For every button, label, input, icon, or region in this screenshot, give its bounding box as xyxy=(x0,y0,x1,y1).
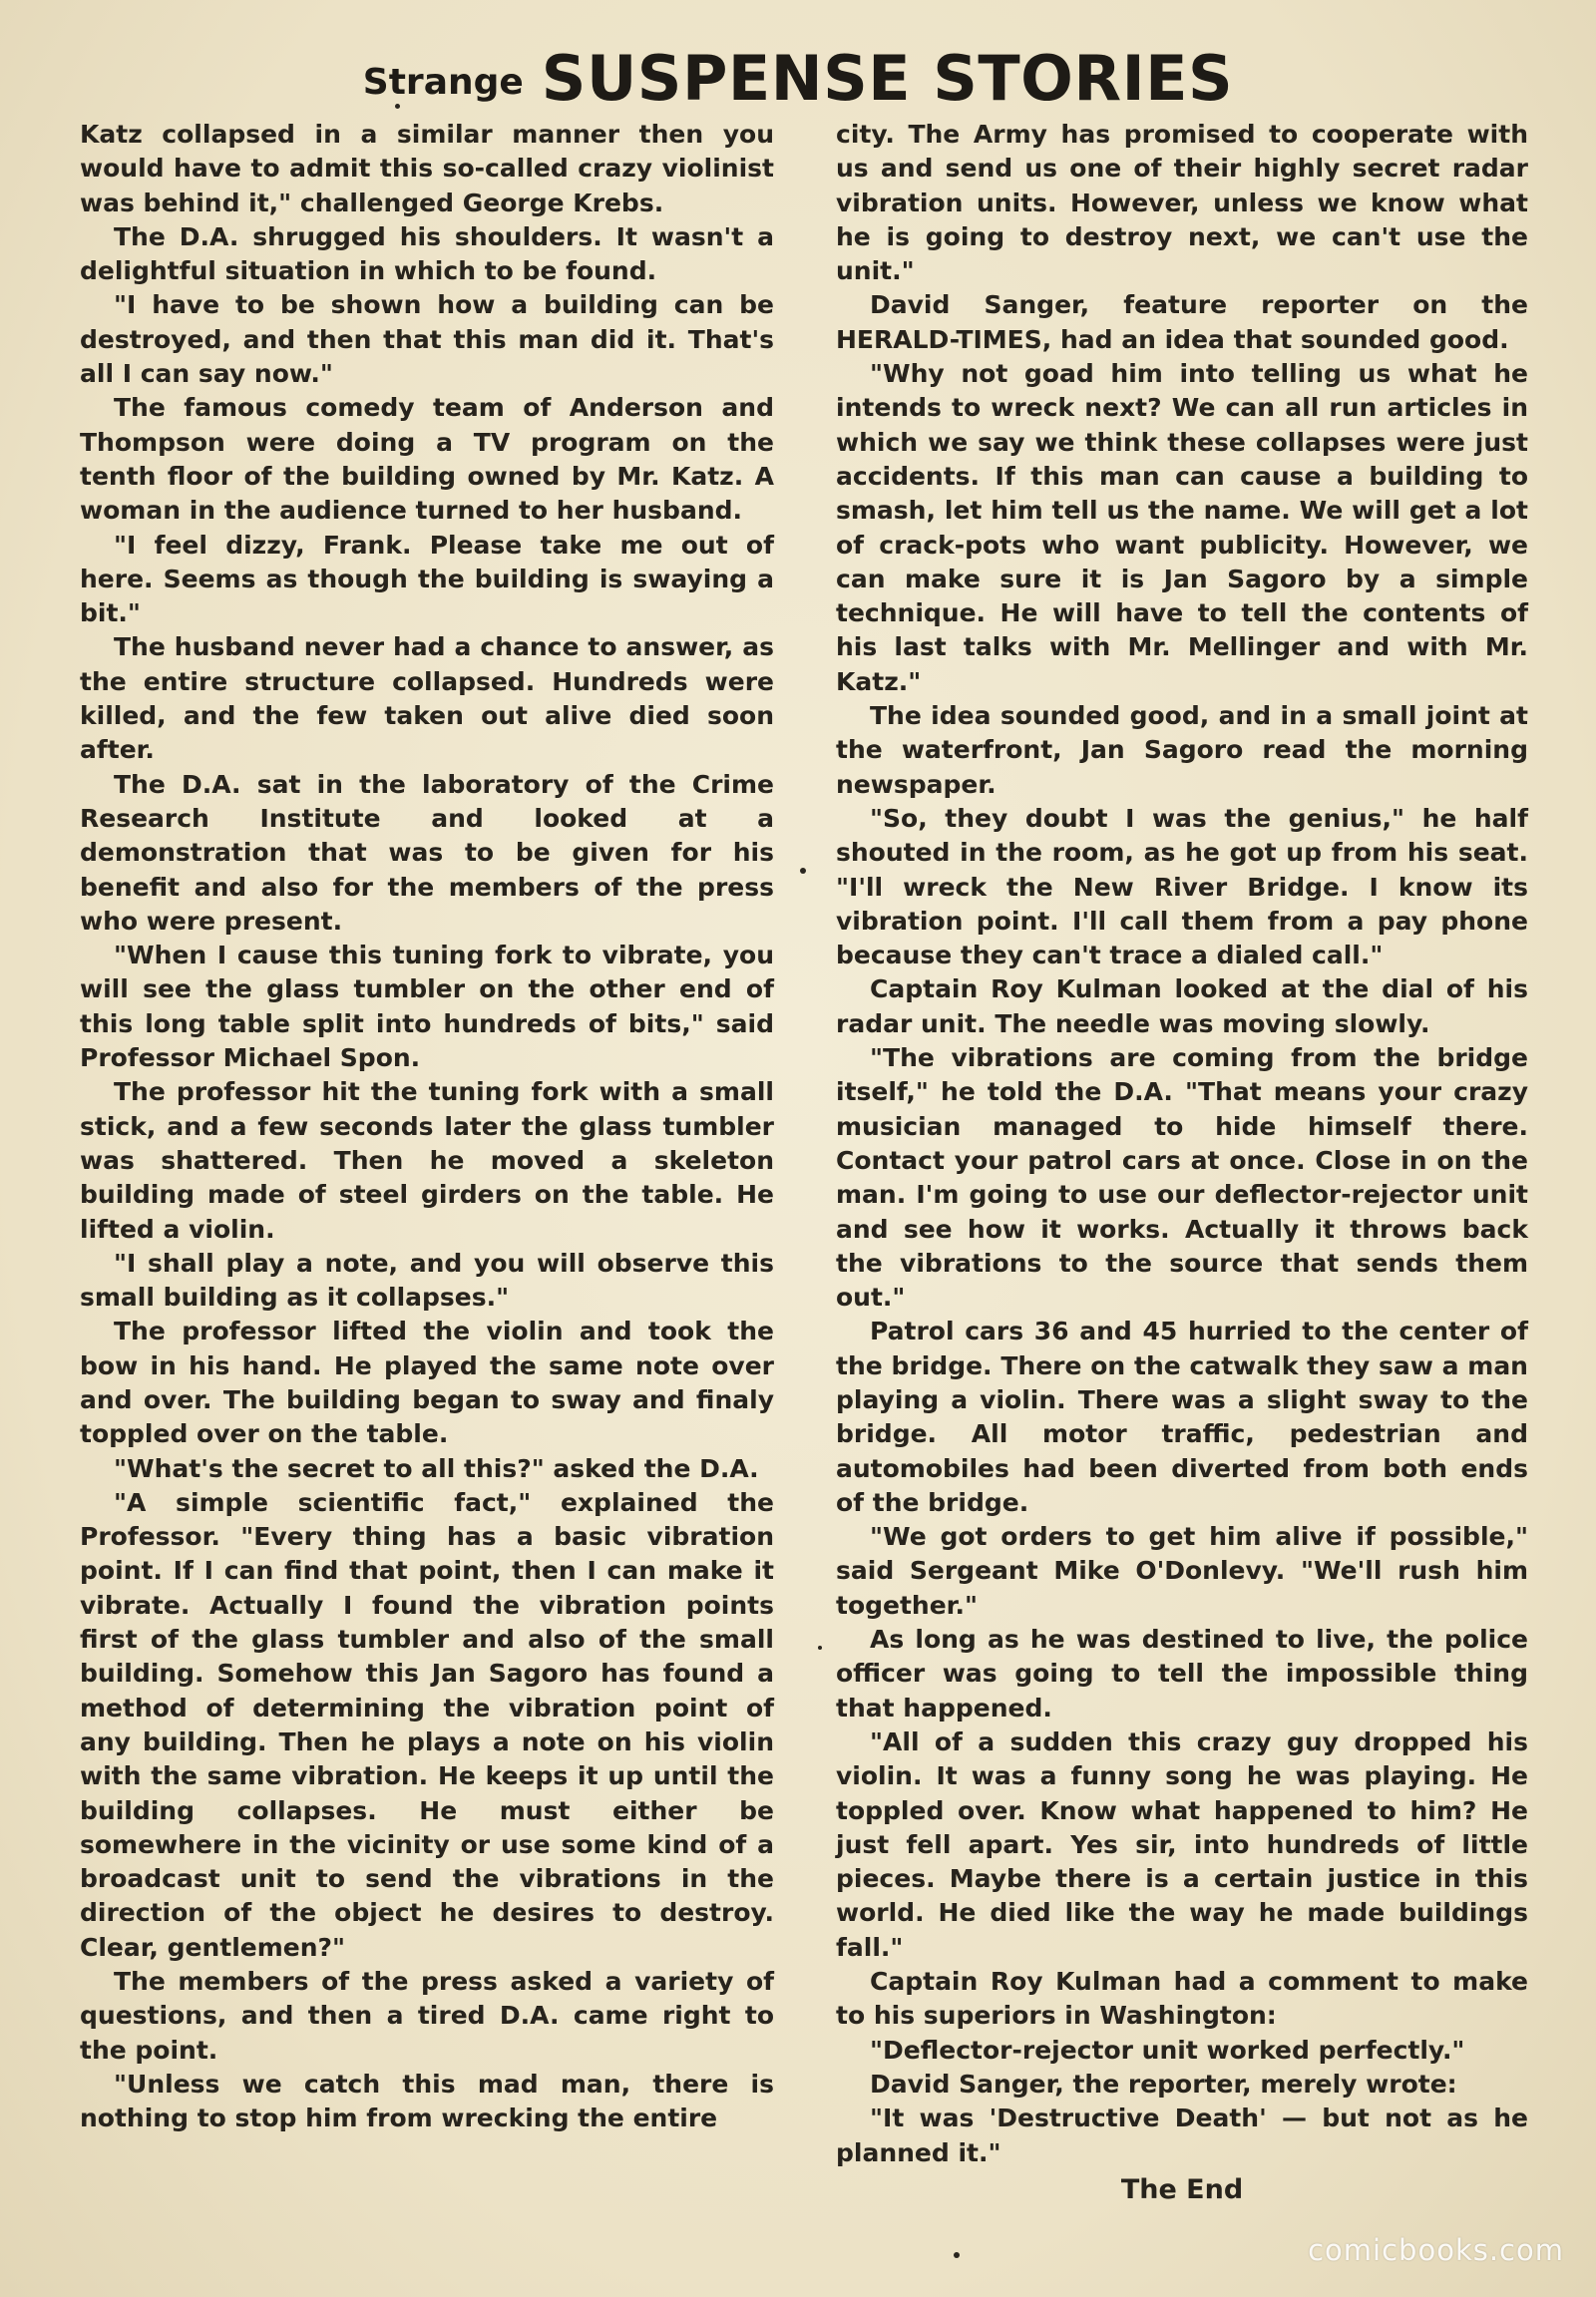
right-column xyxy=(836,118,1528,2170)
the-end-label: The End xyxy=(1120,2174,1244,2205)
ink-speck xyxy=(818,1646,822,1650)
ink-speck xyxy=(800,868,806,874)
right-column-paragraph: "We got orders to get him alive if possible," said Sergeant Mike O'Donlevy. "We'll rush him together." xyxy=(836,1522,1528,1620)
ink-speck xyxy=(395,104,400,109)
masthead xyxy=(0,42,1596,115)
right-column-paragraph: Patrol cars 36 and 45 hurried to the center of the bridge. There on the catwalk they saw a man playing a violin. There was a slight sway to the bridge. All motor traffic, pedestrian and automobiles had been diverted from both ends of the bridge. xyxy=(836,1317,1528,1517)
left-column-paragraph: "I feel dizzy, Frank. Please take me out of here. Seems as though the building is swaying a bit." xyxy=(80,530,774,628)
left-column-paragraph: Katz collapsed in a similar manner then you would have to admit this so-called crazy violinist was behind it," challenged George Krebs. xyxy=(80,120,774,217)
right-column-paragraph: "Why not goad him into telling us what he intends to wreck next? We can all run articles in which we say we think these collapses were just accidents. If this man can cause a building to smash, let him tell us the name. We will get a lot of crack-pots who want publicity. However, we can make sure it is Jan Sagoro by a simple technique. He will have to tell the contents of his last talks with Mr. Mellinger and with Mr. Katz." xyxy=(836,359,1528,696)
right-column-paragraph: Captain Roy Kulman looked at the dial of his radar unit. The needle was moving slowly. xyxy=(836,974,1528,1038)
left-column-paragraph: "I have to be shown how a building can be destroyed, and then that this man did it. That's all I can say now." xyxy=(80,290,774,389)
left-column-paragraph: The members of the press asked a variety of questions, and then a tired D.A. came right to the point. xyxy=(80,1967,774,2065)
right-column-paragraph: "The vibrations are coming from the bridge itself," he told the D.A. "That means your crazy musician managed to hide himself there. Contact your patrol cars at once. Close in on the man. I'm going to use our deflector-rejector unit and see how it works. Actually it throws back the vibrations to the source that sends them out." xyxy=(836,1043,1528,1313)
right-column-paragraph: "So, they doubt I was the genius," he half shouted in the room, as he got up from his seat. "I'll wreck the New River Bridge. I know its vibration point. I'll call them from a pay phone because they can't trace a dialed call." xyxy=(836,803,1528,970)
right-column-paragraph: "All of a sudden this crazy guy dropped his violin. It was a funny song he was playing. He toppled over. Know what happened to him? He just fell apart. Yes sir, into hundreds of little pieces. Maybe there is a certain justice in this world. He died like the way he made buildings fall." xyxy=(836,1726,1528,1962)
right-column-paragraph: Captain Roy Kulman had a comment to make to his superiors in Washington: xyxy=(836,1967,1528,2031)
right-column-paragraph: "It was 'Destructive Death' — but not as he planned it." xyxy=(836,2104,1528,2167)
left-column-paragraph: The famous comedy team of Anderson and Thompson were doing a TV program on the tenth floor of the building owned by Mr. Katz. A woman in the audience turned to her husband. xyxy=(80,393,774,526)
left-column-paragraph: The husband never had a chance to answer, as the entire structure collapsed. Hundreds were killed, and the few taken out alive died soon after. xyxy=(80,632,774,765)
masthead-strange: Strange xyxy=(362,62,524,103)
left-column-paragraph: The D.A. shrugged his shoulders. It wasn't a delightful situation in which to be found. xyxy=(80,221,774,286)
right-column-paragraph: city. The Army has promised to cooperate with us and send us one of their highly secret radar vibration units. However, unless we know what he is going to destroy next, we can't use the unit." xyxy=(836,120,1528,286)
left-column-paragraph: "A simple scientific fact," explained the Professor. "Every thing has a basic vibration point. If I can find that point, then I can make it vibrate. Actually I found the vibration points first of the glass tumbler and also of the small building. Somehow this Jan Sagoro has found a method of determining the vibration point of any building. Then he plays a note on his violin with the same vibration. He keeps it up until the building collapses. He must either be somewhere in the vicinity or use some kind of a broadcast unit to send the vibrations in the direction of the object he desires to destroy. Clear, gentlemen?" xyxy=(80,1487,774,1962)
left-column-paragraph: "I shall play a note, and you will observe this small building as it collapses." xyxy=(80,1248,774,1313)
left-column-paragraph: The professor hit the tuning fork with a small stick, and a few seconds later the glass tumbler was shattered. Then he moved a skeleton building made of steel girders on the table. He lifted a violin. xyxy=(80,1077,774,1244)
left-column-paragraph: "When I cause this tuning fork to vibrate, you will see the glass tumbler on the other end of this long table split into hundreds of bits," said Professor Michael Spon. xyxy=(80,941,774,1073)
left-column-paragraph: The professor lifted the violin and took the bow in his hand. He played the same note over and over. The building began to sway and finaly toppled over on the table. xyxy=(80,1317,774,1449)
left-column-paragraph: The D.A. sat in the laboratory of the Crime Research Institute and looked at a demonstration that was to be given for his benefit and also for the members of the press who were present. xyxy=(80,769,774,936)
left-column xyxy=(80,118,774,2136)
right-column-paragraph: David Sanger, feature reporter on the HERALD-TIMES, had an idea that sounded good. xyxy=(836,290,1528,354)
ink-speck xyxy=(954,2252,960,2258)
right-column-paragraph: "Deflector-rejector unit worked perfectly." xyxy=(870,2035,1465,2065)
left-column-paragraph: "Unless we catch this mad man, there is nothing to stop him from wrecking the entire xyxy=(80,2069,774,2133)
right-column-paragraph: As long as he was destined to live, the police officer was going to tell the impossible thing that happened. xyxy=(836,1625,1528,1723)
watermark: comicbooks.com xyxy=(1308,2233,1564,2267)
right-column-paragraph: The idea sounded good, and in a small joint at the waterfront, Jan Sagoro read the morning newspaper. xyxy=(836,701,1528,799)
right-column-paragraph: David Sanger, the reporter, merely wrote: xyxy=(870,2069,1457,2099)
left-column-paragraph: "What's the secret to all this?" asked the D.A. xyxy=(114,1453,759,1483)
masthead-title: SUSPENSE STORIES xyxy=(541,42,1234,115)
